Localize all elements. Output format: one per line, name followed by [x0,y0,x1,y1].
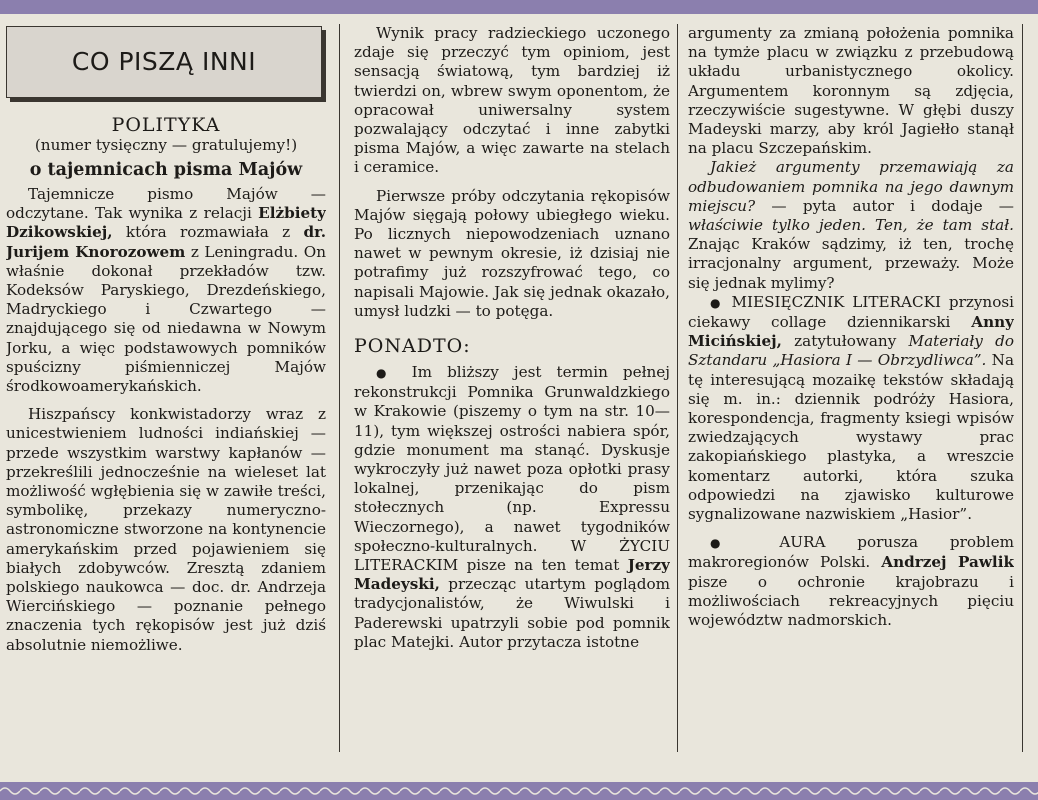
paragraph: ● MIESIĘCZNIK LITERACKI przynosi ciekawy collage dziennikarski Anny Micińskiej, zatytułowany Materiały do Sztandaru „Hasiora I — Obrzydliwca”. Na tę interesującą mozaikę tekstów składają się m. in.: dziennik podróży Hasiora, korespondencja, fragmenty ksiegi wpisów zwiedzających wystawy prac zakopiańskiego plastyka, a wreszcie komentarz autorki, która szuka odpowiedzi na zjawisko kulturowe sygnalizowane nazwiskiem „Hasior”. [688,292,1014,524]
column-divider [339,24,340,752]
paragraph: argumenty za zmianą położenia pomnika na tymże placu w związku z przebudową układu urbanistycznego okolicy. Argumentem koronnym są zdjęcia, rzeczywiście sugestywne. W głębi duszy Madeyski marzy, aby król Jagiełło stanął na placu Szczepańskim. [688,24,1014,158]
paragraph: ● AURA porusza problem makroregionów Polski. Andrzej Pawlik pisze o ochronie krajobrazu i możliwościach rekreacyjnych pięciu województw nadmorskich. [688,533,1014,630]
column-divider [1022,24,1023,752]
journal-subtitle: (numer tysięczny — gratulujemy!) [34,136,298,154]
column-3 [688,24,1014,764]
bullet-icon: ● [376,366,397,381]
section-heading: PONADTO: [354,335,471,358]
bullet-icon: ● [710,295,724,310]
paragraph: Wynik pracy radzieckiego uczonego zdaje się przeczyć tym opiniom, jest sensacją światową, tym bardziej iż twierdzi on, wbrew swym oponentom, że opracował uniwersalny system pozwalający odczytać i inne zabytki pisma Majów, a więc zawarte na stelach i ceramice. [354,24,670,177]
bottom-decorative-band [0,782,1038,800]
paragraph: Pierwsze próby odczytania rękopisów Majów sięgają połowy ubiegłego wieku. Po licznych niepowodzeniach uznano nawet w pewnym okresie, iż dzisiaj nie potrafimy już rozszyfrować tego, co napisali Majowie. Jak się jednak okazało, umysł ludzki — to potęga. [354,186,670,320]
column-1 [6,26,326,766]
column-divider [677,24,678,752]
top-decorative-band [0,0,1038,14]
section-header-title: CO PISZĄ INNI [71,47,257,77]
column-2 [354,24,670,764]
section-header-box [6,26,322,98]
article-title: o tajemnicach pisma Majów [29,160,303,180]
paragraph: Hiszpańscy konkwistadorzy wraz z unicestwieniem ludności indiańskiej — przede wszystkim warstwy kapłanów — przekreślili jednocześnie na wieleset lat możliwość wgłębienia się w zawiłe treści, symbolikę, przekazy numeryczno-astronomiczne stworzone na kontynencie amerykańskim przed pojawieniem się białych zdobywców. Zresztą zdaniem polskiego naukowca — doc. dr. Andrzeja Wiercińskiego — poznanie pełnego znaczenia tych rękopisów jest już dziś absolutnie niemożliwe. [6,405,326,654]
journal-name: POLITYKA [111,114,221,136]
paragraph: Tajemnicze pismo Majów — odczytane. Tak wynika z relacji Elżbiety Dzikowskiej, która rozmawiała z dr. Jurijem Knorozowem z Leningradu. On właśnie dokonał przekładów tzw. Kodeksów Paryskiego, Drezdeńskiego, Madryckiego i Czwartego — znajdującego się od niedawna w Nowym Jorku, a więc podstawowych pomników spuścizny piśmienniczej Majów środkowoamerykańskich. [6,185,326,396]
wave-pattern [0,782,1038,800]
paragraph: Jakież argumenty przemawiają za odbudowaniem pomnika na jego dawnym miejscu? — pyta autor i dodaje — właściwie tylko jeden. Ten, że tam stał. Znając Kraków sądzimy, iż ten, trochę irracjonalny argument, przeważy. Może się jednak mylimy? [688,158,1014,292]
paragraph: ● Im bliższy jest termin pełnej rekonstrukcji Pomnika Grunwaldzkiego w Krakowie (piszemy o tym na str. 10—11), tym większej ostrości nabiera spór, gdzie monument ma stanąć. Dyskusje wykroczyły już nawet poza opłotki prasy lokalnej, przenikając do pism stołecznych (np. Expressu Wieczornego), a nawet tygodników społeczno-kulturalnych. W ŻYCIU LITERACKIM pisze na ten temat Jerzy Madeyski, przecząc utartym poglądom tradycjonalistów, że Wiwulski i Paderewski upatrzyli sobie pod pomnik plac Matejki. Autor przytacza istotne [354,363,670,651]
bullet-icon: ● [710,536,748,551]
